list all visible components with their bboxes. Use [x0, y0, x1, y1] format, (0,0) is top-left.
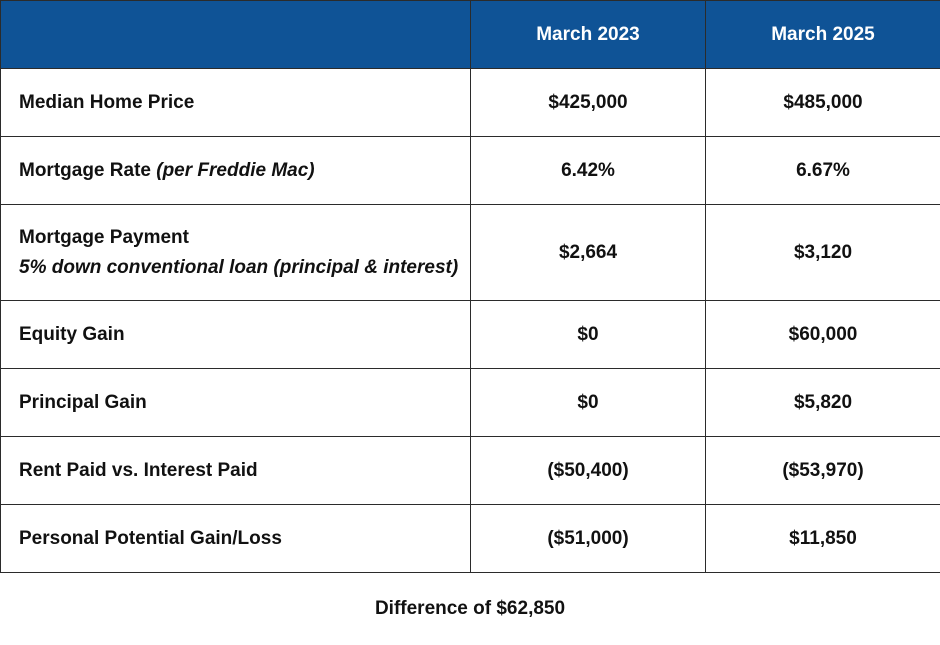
row-label-cell — [1, 205, 471, 301]
table-row-mortgage-rate — [1, 137, 940, 205]
table-row-equity-gain — [1, 301, 940, 369]
row-label: Rent Paid vs. Interest Paid — [1, 437, 471, 505]
row-label-cell — [1, 137, 471, 205]
value-march-2025: ($53,970) — [706, 437, 940, 505]
row-label: Mortgage Rate — [19, 159, 151, 181]
row-label-note: (per Freddie Mac) — [156, 159, 315, 181]
value-march-2025: $3,120 — [706, 205, 940, 301]
value-march-2025: 6.67% — [706, 137, 940, 205]
row-label: Equity Gain — [1, 301, 471, 369]
row-label: Personal Potential Gain/Loss — [1, 505, 471, 573]
row-label: Mortgage Payment — [19, 226, 189, 248]
value-march-2023: ($51,000) — [471, 505, 706, 573]
value-march-2025: $485,000 — [706, 69, 940, 137]
row-label-subtitle: 5% down conventional loan (principal & interest) — [19, 256, 459, 278]
row-label: Principal Gain — [1, 369, 471, 437]
value-march-2023: $425,000 — [471, 69, 706, 137]
value-march-2023: ($50,400) — [471, 437, 706, 505]
value-march-2023: 6.42% — [471, 137, 706, 205]
table-row-principal-gain — [1, 369, 940, 437]
table-row-personal-gain-loss — [1, 505, 940, 573]
header-blank-cell — [1, 1, 471, 69]
header-march-2023: March 2023 — [471, 1, 706, 69]
value-march-2025: $60,000 — [706, 301, 940, 369]
table-body — [1, 69, 940, 573]
table-row-rent-vs-interest — [1, 437, 940, 505]
table-header — [1, 1, 940, 69]
row-label: Median Home Price — [1, 69, 471, 137]
value-march-2023: $0 — [471, 301, 706, 369]
value-march-2025: $5,820 — [706, 369, 940, 437]
table-row-mortgage-payment — [1, 205, 940, 301]
table-row-median-home-price — [1, 69, 940, 137]
value-march-2023: $0 — [471, 369, 706, 437]
header-row — [1, 1, 940, 69]
value-march-2025: $11,850 — [706, 505, 940, 573]
value-march-2023: $2,664 — [471, 205, 706, 301]
header-march-2025: March 2025 — [706, 1, 940, 69]
difference-summary: Difference of $62,850 — [374, 598, 566, 619]
